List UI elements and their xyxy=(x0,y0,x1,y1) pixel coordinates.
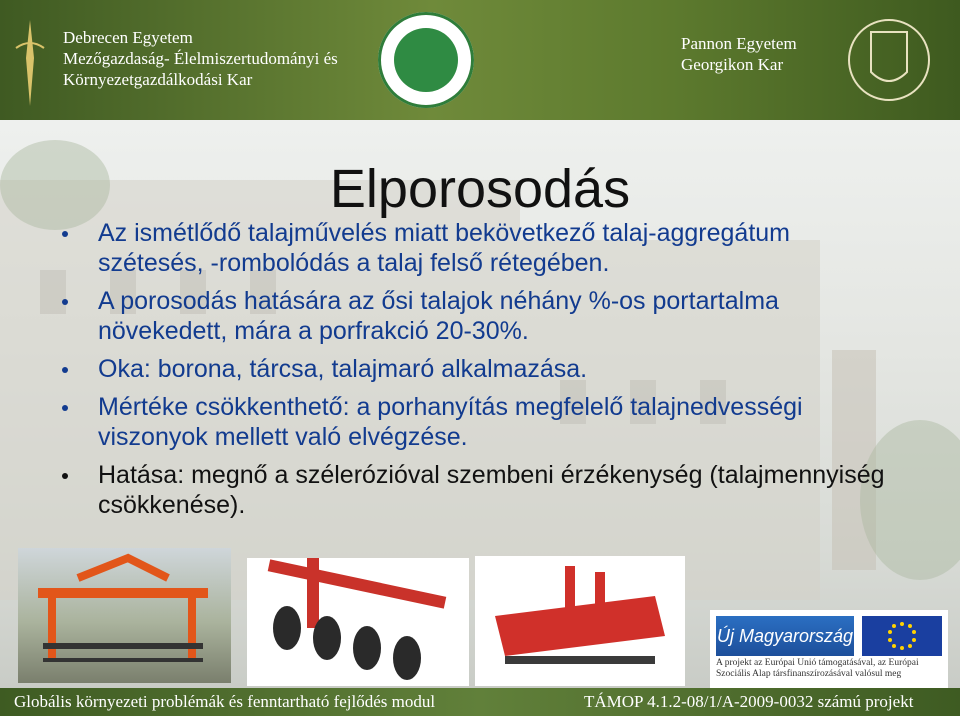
bullet-dot-icon xyxy=(62,299,68,305)
footer-project-id: TÁMOP 4.1.2-08/1/A-2009-0032 számú projekt xyxy=(584,692,914,711)
header-left-line: Mezőgazdaság- Élelmiszertudományi és xyxy=(63,49,338,68)
bullet-item xyxy=(62,460,892,520)
footer-module-title: Globális környezeti problémák és fenntartható fejlődés modul xyxy=(14,692,436,711)
harrow-photo xyxy=(18,548,231,683)
debrecen-university-logo xyxy=(10,18,50,110)
header-right-text xyxy=(681,33,797,75)
bullet-item xyxy=(62,354,892,384)
rotary-tiller-photo xyxy=(475,556,685,686)
faculty-seal-logo xyxy=(378,12,474,108)
eu-funding-caption: A projekt az Európai Unió támogatásával, az Európai Szociális Alap társfinanszírozásával valósul meg xyxy=(716,658,919,679)
bullet-dot-icon xyxy=(62,367,68,373)
header-left-line: Környezetgazdálkodási Kar xyxy=(63,70,253,89)
bullet-dot-icon xyxy=(62,473,68,479)
bullet-text: Hatása: megnő a szélerózióval szembeni érzékenység (talajmennyiség csökkenése). xyxy=(98,461,885,519)
bullet-text: Oka: borona, tárcsa, talajmaró alkalmazása. xyxy=(98,355,588,383)
header-band xyxy=(0,0,960,120)
bullet-item xyxy=(62,286,892,346)
bullet-item xyxy=(62,218,892,278)
slide-title: Elporosodás xyxy=(329,159,631,219)
header-left-line: Debrecen Egyetem xyxy=(63,28,193,47)
bullet-list xyxy=(62,218,892,528)
pannon-university-crest xyxy=(846,10,932,110)
bullet-dot-icon xyxy=(62,231,68,237)
header-left-text xyxy=(63,27,338,90)
eu-flag-icon xyxy=(862,616,942,656)
uj-magyarorszag-logo: Új Magyarország xyxy=(716,616,854,656)
bullet-text: Az ismétlődő talajművelés miatt bekövetkező talaj-aggregátum szétesés, -rombolódás a talaj felső rétegében. xyxy=(98,219,791,277)
header-right-line: Georgikon Kar xyxy=(681,55,784,74)
bullet-item xyxy=(62,392,892,452)
bullet-text: A porosodás hatására az ősi talajok néhány %-os portartalma növekedett, mára a porfrakció 20-30%. xyxy=(98,287,779,345)
bullet-dot-icon xyxy=(62,405,68,411)
bullet-text: Mértéke csökkenthető: a porhanyítás megfelelő talajnedvességi viszonyok mellett való elvégzése. xyxy=(98,393,803,451)
header-right-line: Pannon Egyetem xyxy=(681,34,797,53)
disc-harrow-photo xyxy=(247,558,469,686)
eu-funding-panel xyxy=(710,610,948,688)
footer-band xyxy=(0,688,960,716)
